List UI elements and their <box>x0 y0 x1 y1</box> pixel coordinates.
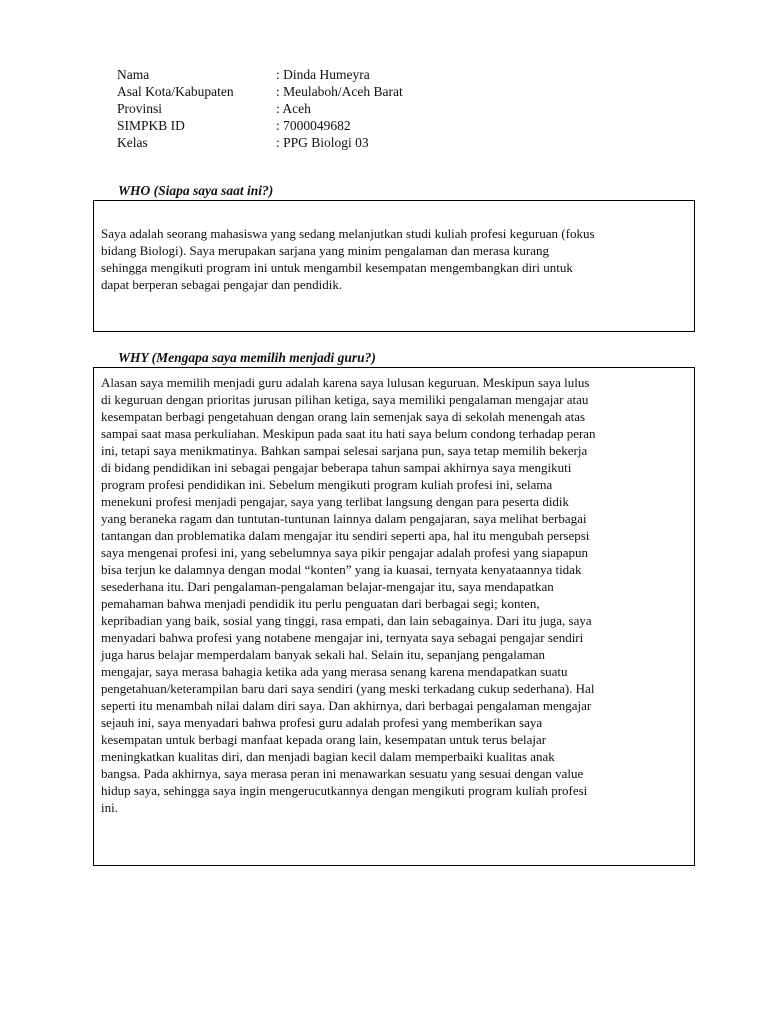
why-line: menyadari bahwa profesi yang notabene mengajar ini, ternyata saya sebagai pengajar sendiri <box>101 630 584 645</box>
profile-info <box>117 66 403 151</box>
why-line: saya mengenai profesi ini, yang sebelumnya saya pikir pengajar adalah profesi yang siapapun <box>101 545 588 560</box>
why-line: kepribadian yang baik, sosial yang tinggi, rasa empati, dan lain sebagainya. Dari itu juga, saya <box>101 613 592 628</box>
name-label: Nama <box>117 67 150 82</box>
city-label: Asal Kota/Kabupaten <box>117 84 234 99</box>
profile-row-class <box>117 134 403 151</box>
who-line: bidang Biologi). Saya merupakan sarjana yang minim pengalaman dan merasa kurang <box>101 243 549 258</box>
why-line: Alasan saya memilih menjadi guru adalah karena saya lulusan keguruan. Meskipun saya lulus <box>101 375 590 390</box>
why-line: sampai saat masa perkuliahan. Meskipun pada saat itu hati saya belum condong terhadap peran <box>101 426 596 441</box>
profile-row-province <box>117 100 403 117</box>
why-line: pemahaman bahwa menjadi pendidik itu perlu penguatan dari berbagai segi; konten, <box>101 596 540 611</box>
why-line: tantangan dan problematika dalam mengajar itu sendiri seperti apa, hal itu mengubah persepsi <box>101 528 590 543</box>
province-label: Provinsi <box>117 101 163 116</box>
why-answer-box <box>93 367 695 866</box>
why-line: di keguruan dengan prioritas jurusan pilihan ketiga, saya memiliki pengalaman mengajar atau <box>101 392 589 407</box>
why-answer-text <box>101 374 596 816</box>
simpkb-id-value: : 7000049682 <box>276 118 351 133</box>
why-line: bisa terjun ke dalamnya dengan modal “konten” yang ia kuasai, ternyata kenyataannya tidak <box>101 562 582 577</box>
why-line: ini. <box>101 800 118 815</box>
why-line: sesederhana itu. Dari pengalaman-pengalaman belajar-mengajar itu, saya mendapatkan <box>101 579 554 594</box>
why-line: menekuni profesi menjadi pengajar, saya yang terlibat langsung dengan para peserta didik <box>101 494 570 509</box>
class-value: : PPG Biologi 03 <box>276 135 369 150</box>
who-answer-text <box>101 225 595 293</box>
why-line: hidup saya, sehingga saya ingin mengerucutkannya dengan mengikuti program kuliah profesi <box>101 783 588 798</box>
class-label: Kelas <box>117 135 148 150</box>
why-line: kesempatan berbagi pengetahuan dengan orang lain semenjak saya di sekolah menengah atas <box>101 409 586 424</box>
why-line: mengajar, saya merasa bahagia ketika ada yang merasa senang karena mendapatkan suatu <box>101 664 568 679</box>
who-line: dapat berperan sebagai pengajar dan pendidik. <box>101 277 343 292</box>
simpkb-id-label: SIMPKB ID <box>117 118 185 133</box>
profile-row-simpkb-id <box>117 117 403 134</box>
why-line: meningkatkan kualitas diri, dan menjadi bagian kecil dalam memperbaiki kualitas anak <box>101 749 555 764</box>
name-value: : Dinda Humeyra <box>276 67 370 82</box>
why-line: program profesi pendidikan ini. Sebelum mengikuti program kuliah profesi ini, selama <box>101 477 553 492</box>
why-line: yang beraneka ragam dan tuntutan-tuntunan lainnya dalam pengajaran, saya melihat berbagai <box>101 511 587 526</box>
province-value: : Aceh <box>276 101 311 116</box>
why-line: kesempatan untuk berbagi manfaat kepada orang lain, kesempatan untuk terus belajar <box>101 732 547 747</box>
why-line: sejauh ini, saya menyadari bahwa profesi guru adalah profesi yang memberikan saya <box>101 715 543 730</box>
who-line: Saya adalah seorang mahasiswa yang sedang melanjutkan studi kuliah profesi keguruan (fokus <box>101 226 595 241</box>
why-line: seperti itu menambah nilai dalam diri saya. Dan akhirnya, dari berbagai pengalaman mengajar <box>101 698 592 713</box>
why-line: pengetahuan/keterampilan baru dari saya sendiri (yang meski terkadang cukup sederhana). Hal <box>101 681 595 696</box>
city-value: : Meulaboh/Aceh Barat <box>276 84 403 99</box>
who-heading: WHO (Siapa saya saat ini?) <box>118 183 274 198</box>
why-line: di bidang pendidikan ini sebagai pengajar beberapa tahun sampai akhirnya saya mengikuti <box>101 460 572 475</box>
profile-row-city <box>117 83 403 100</box>
why-line: bangsa. Pada akhirnya, saya merasa peran ini menawarkan sesuatu yang sesuai dengan value <box>101 766 584 781</box>
why-line: ini, tetapi saya menikmatinya. Bahkan sampai selesai sarjana pun, saya tetap memilih bekerja <box>101 443 588 458</box>
why-heading: WHY (Mengapa saya memilih menjadi guru?) <box>118 350 376 365</box>
who-line: sehingga mengikuti program ini untuk mengambil kesempatan mengembangkan diri untuk <box>101 260 573 275</box>
why-line: juga harus belajar memperdalam banyak sekali hal. Selain itu, sepanjang pengalaman <box>101 647 546 662</box>
profile-row-name <box>117 66 403 83</box>
who-answer-box <box>93 200 695 332</box>
